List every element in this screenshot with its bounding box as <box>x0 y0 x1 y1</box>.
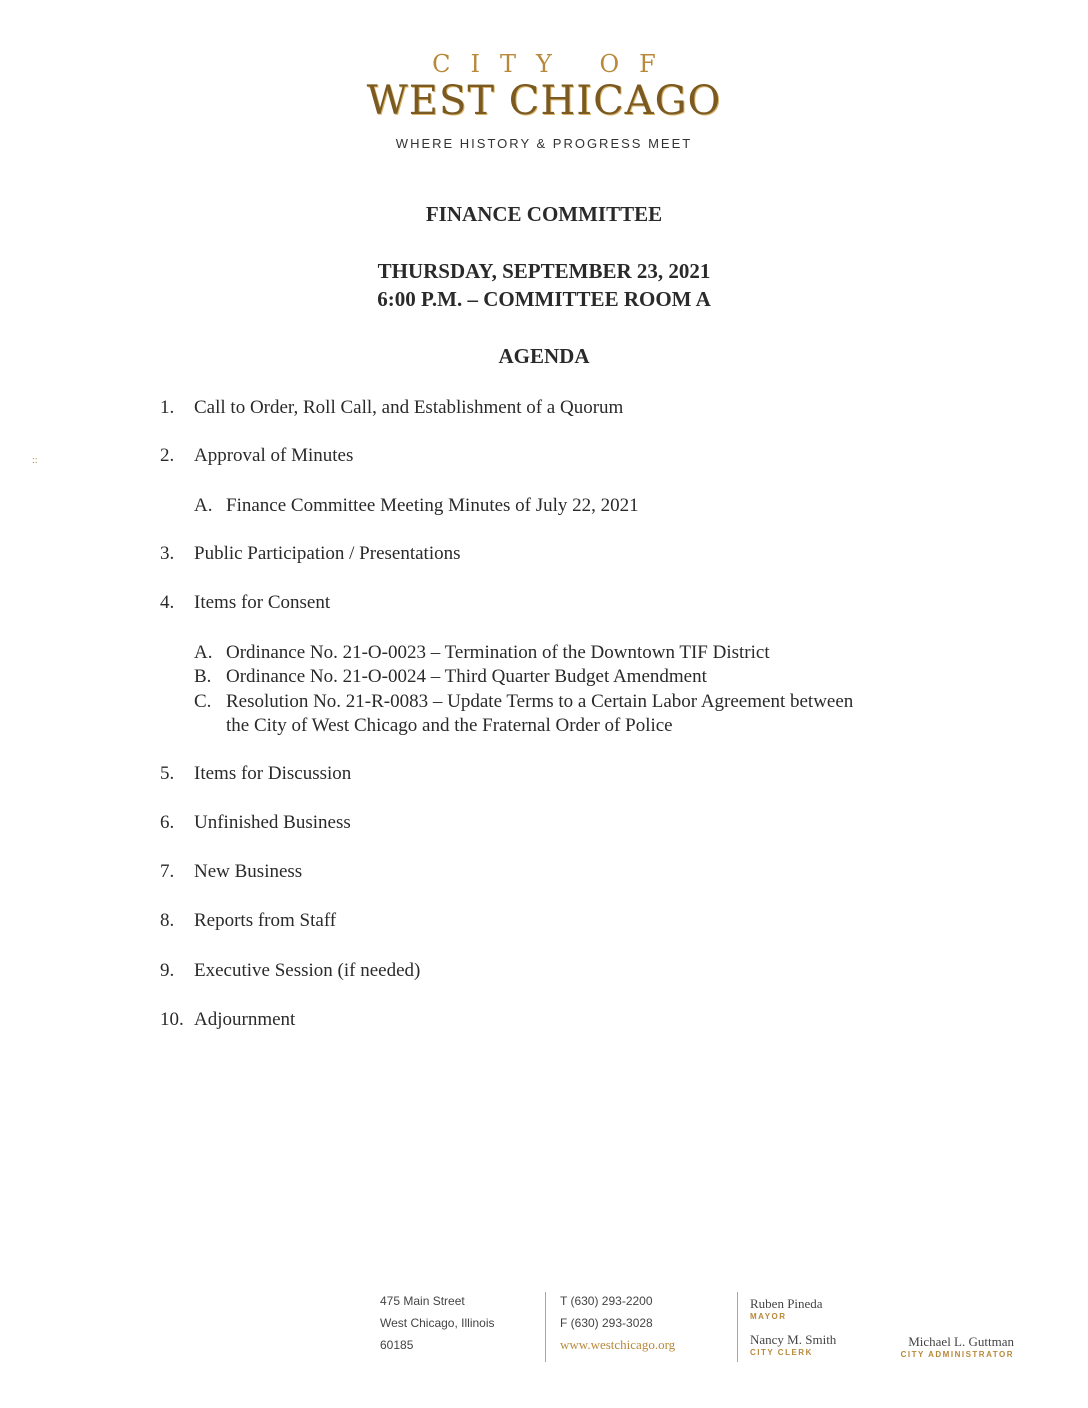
agenda-subitem <box>194 690 853 738</box>
item-number: 1. <box>160 397 175 418</box>
official-role: MAYOR <box>750 1312 787 1321</box>
subitem-letter: C. <box>194 691 212 712</box>
item-number: 9. <box>160 960 175 981</box>
item-number: 3. <box>160 543 175 564</box>
official-name: Ruben Pineda <box>750 1296 823 1311</box>
agenda-item <box>160 396 623 420</box>
item-text: Reports from Staff <box>194 910 337 931</box>
phone-number: T (630) 293-2200 <box>560 1294 653 1308</box>
footer-divider <box>737 1292 738 1362</box>
agenda-title: AGENDA <box>498 344 590 368</box>
footer-contact <box>560 1290 675 1356</box>
subitem-text: Finance Committee Meeting Minutes of July 22, 2021 <box>226 495 639 516</box>
logo-tagline: WHERE HISTORY & PROGRESS MEET <box>395 136 693 151</box>
item-text: Items for Consent <box>194 592 331 613</box>
item-number: 7. <box>160 861 175 882</box>
official-role: CITY ADMINISTRATOR <box>900 1350 1014 1359</box>
agenda-item <box>160 591 330 615</box>
agenda-subitem <box>194 665 707 689</box>
website-link[interactable]: www.westchicago.org <box>560 1337 676 1352</box>
item-text: Public Participation / Presentations <box>194 543 461 564</box>
address-line: 60185 <box>380 1338 414 1352</box>
official-name: Nancy M. Smith <box>750 1332 837 1347</box>
subitem-letter: A. <box>194 642 213 663</box>
official-mayor <box>750 1296 823 1322</box>
official-name: Michael L. Guttman <box>908 1334 1014 1349</box>
agenda-item <box>160 444 353 468</box>
item-text: Call to Order, Roll Call, and Establishment of a Quorum <box>194 397 624 418</box>
address-line: 475 Main Street <box>380 1294 465 1308</box>
item-number: 6. <box>160 812 175 833</box>
item-number: 5. <box>160 763 175 784</box>
item-text: Approval of Minutes <box>194 445 354 466</box>
official-role: CITY CLERK <box>750 1348 813 1357</box>
agenda-item <box>160 860 302 884</box>
committee-title: FINANCE COMMITTEE <box>425 202 663 226</box>
logo-main-line: WEST CHICAGO <box>366 78 722 124</box>
official-administrator <box>898 1334 1014 1360</box>
city-logo <box>0 50 1088 124</box>
agenda-item <box>160 811 351 835</box>
item-number: 10. <box>160 1009 184 1030</box>
subitem-text: Ordinance No. 21-O-0024 – Third Quarter Budget Amendment <box>226 666 707 687</box>
agenda-item <box>160 959 420 983</box>
subitem-continuation: the City of West Chicago and the Fraternal Order of Police <box>226 715 673 736</box>
subitem-text: Ordinance No. 21-O-0023 – Termination of the Downtown TIF District <box>226 642 770 663</box>
subitem-letter: B. <box>194 666 212 687</box>
meeting-time-location: 6:00 P.M. – COMMITTEE ROOM A <box>377 287 711 311</box>
agenda-subitem <box>194 494 639 518</box>
scan-speck: :: <box>32 455 38 466</box>
agenda-item <box>160 909 336 933</box>
item-number: 4. <box>160 592 175 613</box>
agenda-item <box>160 762 351 786</box>
item-text: New Business <box>194 861 303 882</box>
agenda-item <box>160 1008 295 1032</box>
meeting-date: THURSDAY, SEPTEMBER 23, 2021 <box>377 259 711 283</box>
item-text: Adjournment <box>194 1009 296 1030</box>
agenda-item <box>160 542 461 566</box>
footer-divider <box>545 1292 546 1362</box>
fax-number: F (630) 293-3028 <box>560 1316 653 1330</box>
item-text: Executive Session (if needed) <box>194 960 421 981</box>
logo-top-line: CITY OF <box>432 50 676 78</box>
address-line: West Chicago, Illinois <box>380 1316 495 1330</box>
item-number: 8. <box>160 910 175 931</box>
item-number: 2. <box>160 445 175 466</box>
footer-address <box>380 1290 495 1356</box>
official-clerk <box>750 1332 836 1358</box>
subitem-text: Resolution No. 21-R-0083 – Update Terms to a Certain Labor Agreement between <box>226 691 854 712</box>
subitem-letter: A. <box>194 495 213 516</box>
item-text: Unfinished Business <box>194 812 351 833</box>
agenda-subitem <box>194 641 770 665</box>
item-text: Items for Discussion <box>194 763 352 784</box>
